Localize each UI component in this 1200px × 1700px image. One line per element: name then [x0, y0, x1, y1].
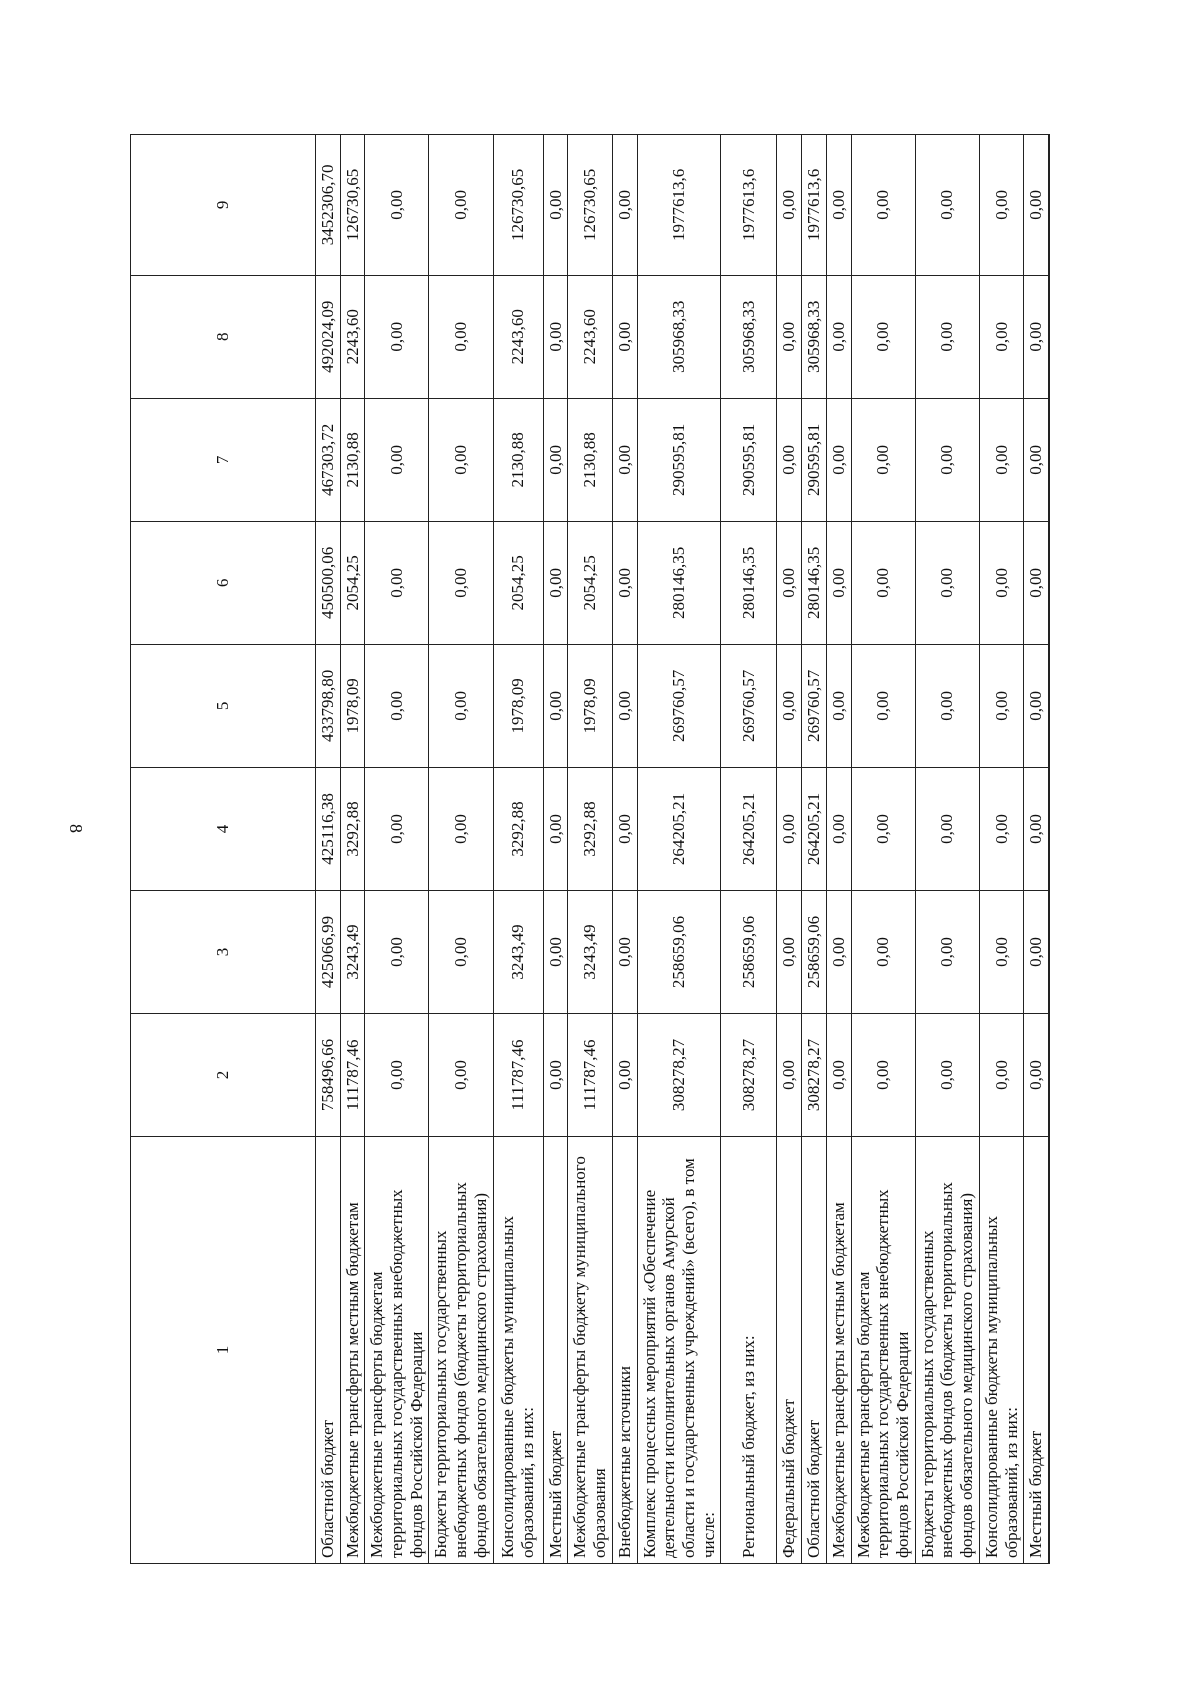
table-row — [826, 135, 851, 1564]
header-cell: 2 — [131, 1014, 316, 1137]
value-cell: 0,00 — [543, 135, 568, 276]
value-cell: 0,00 — [365, 767, 429, 890]
value-cell: 2130,88 — [340, 398, 365, 521]
table-row — [493, 135, 543, 1564]
header-cell: 7 — [131, 398, 316, 521]
value-cell: 0,00 — [1024, 398, 1049, 521]
value-cell: 0,00 — [1024, 644, 1049, 767]
value-cell: 305968,33 — [721, 275, 777, 398]
value-cell: 269760,57 — [802, 644, 827, 767]
table-row — [429, 135, 493, 1564]
value-cell: 0,00 — [365, 135, 429, 276]
value-cell: 111787,46 — [340, 1014, 365, 1137]
value-cell: 450500,06 — [315, 521, 340, 644]
value-cell: 0,00 — [851, 398, 915, 521]
value-cell: 290595,81 — [802, 398, 827, 521]
value-cell: 0,00 — [612, 398, 637, 521]
value-cell: 0,00 — [851, 767, 915, 890]
row-label-cell: Межбюджетные трансферты бюджетам территориальных государственных внебюджетных фондов Российской Федерации — [365, 1137, 429, 1564]
header-cell: 5 — [131, 644, 316, 767]
table-row — [340, 135, 365, 1564]
value-cell: 0,00 — [429, 521, 493, 644]
value-cell: 0,00 — [1024, 521, 1049, 644]
table-header-row — [131, 135, 316, 1564]
value-cell: 0,00 — [777, 767, 802, 890]
value-cell: 0,00 — [365, 398, 429, 521]
value-cell: 0,00 — [612, 767, 637, 890]
value-cell: 1978,09 — [340, 644, 365, 767]
value-cell: 1977613,6 — [802, 135, 827, 276]
value-cell: 0,00 — [826, 1014, 851, 1137]
value-cell: 0,00 — [365, 275, 429, 398]
row-label-cell: Областной бюджет — [315, 1137, 340, 1564]
value-cell: 308278,27 — [802, 1014, 827, 1137]
value-cell: 0,00 — [612, 644, 637, 767]
value-cell: 0,00 — [365, 1014, 429, 1137]
value-cell: 0,00 — [543, 521, 568, 644]
value-cell: 0,00 — [851, 644, 915, 767]
value-cell: 0,00 — [612, 890, 637, 1013]
value-cell: 308278,27 — [721, 1014, 777, 1137]
value-cell: 3452306,70 — [315, 135, 340, 276]
value-cell: 3292,88 — [340, 767, 365, 890]
value-cell: 0,00 — [543, 398, 568, 521]
table-row — [365, 135, 429, 1564]
value-cell: 2243,60 — [568, 275, 612, 398]
value-cell: 0,00 — [777, 890, 802, 1013]
value-cell: 0,00 — [826, 135, 851, 276]
row-label-cell: Областной бюджет — [802, 1137, 827, 1564]
header-cell: 4 — [131, 767, 316, 890]
value-cell: 290595,81 — [637, 398, 721, 521]
rotated-table-container — [130, 134, 1050, 1564]
value-cell: 0,00 — [429, 767, 493, 890]
value-cell: 0,00 — [777, 275, 802, 398]
value-cell: 0,00 — [1024, 275, 1049, 398]
value-cell: 0,00 — [777, 1014, 802, 1137]
table-row — [979, 135, 1023, 1564]
table-row — [568, 135, 612, 1564]
value-cell: 280146,35 — [802, 521, 827, 644]
table-body — [131, 135, 1050, 1564]
row-label-cell: Консолидированные бюджеты муниципальных образований, из них: — [493, 1137, 543, 1564]
value-cell: 280146,35 — [637, 521, 721, 644]
value-cell: 0,00 — [979, 521, 1023, 644]
value-cell: 0,00 — [851, 275, 915, 398]
value-cell: 0,00 — [851, 521, 915, 644]
value-cell: 3243,49 — [340, 890, 365, 1013]
value-cell: 433798,80 — [315, 644, 340, 767]
value-cell: 2054,25 — [340, 521, 365, 644]
value-cell: 0,00 — [1024, 135, 1049, 276]
value-cell: 264205,21 — [637, 767, 721, 890]
value-cell: 1978,09 — [493, 644, 543, 767]
row-label-cell: Межбюджетные трансферты бюджету муниципального образования — [568, 1137, 612, 1564]
value-cell: 0,00 — [915, 275, 979, 398]
value-cell: 1978,09 — [568, 644, 612, 767]
value-cell: 0,00 — [777, 644, 802, 767]
value-cell: 0,00 — [777, 521, 802, 644]
value-cell: 0,00 — [915, 890, 979, 1013]
table-row — [637, 135, 721, 1564]
value-cell: 280146,35 — [721, 521, 777, 644]
row-label-cell: Внебюджетные источники — [612, 1137, 637, 1564]
value-cell: 1977613,6 — [637, 135, 721, 276]
value-cell: 0,00 — [915, 767, 979, 890]
value-cell: 0,00 — [365, 521, 429, 644]
value-cell: 0,00 — [777, 398, 802, 521]
table-row — [802, 135, 827, 1564]
value-cell: 0,00 — [429, 275, 493, 398]
table-row — [851, 135, 915, 1564]
value-cell: 0,00 — [543, 890, 568, 1013]
value-cell: 269760,57 — [721, 644, 777, 767]
value-cell: 111787,46 — [493, 1014, 543, 1137]
table-row — [777, 135, 802, 1564]
value-cell: 2130,88 — [493, 398, 543, 521]
value-cell: 0,00 — [429, 1014, 493, 1137]
value-cell: 305968,33 — [802, 275, 827, 398]
header-cell: 6 — [131, 521, 316, 644]
row-label-cell: Федеральный бюджет — [777, 1137, 802, 1564]
page-number: 8 — [66, 824, 86, 833]
value-cell: 258659,06 — [721, 890, 777, 1013]
value-cell: 308278,27 — [637, 1014, 721, 1137]
value-cell: 126730,65 — [568, 135, 612, 276]
value-cell: 0,00 — [915, 135, 979, 276]
row-label-cell: Бюджеты территориальных государственных внебюджетных фондов (бюджеты территориальных фондов обязательного медицинского страхования) — [429, 1137, 493, 1564]
value-cell: 425066,99 — [315, 890, 340, 1013]
value-cell: 0,00 — [777, 135, 802, 276]
table-row — [915, 135, 979, 1564]
row-label-cell: Межбюджетные трансферты бюджетам территориальных государственных внебюджетных фондов Российской Федерации — [851, 1137, 915, 1564]
value-cell: 0,00 — [826, 890, 851, 1013]
value-cell: 2130,88 — [568, 398, 612, 521]
row-label-cell: Комплекс процессных мероприятий «Обеспечение деятельности исполнительных органов Амурской области и государственных учреждений» (всего), в том числе: — [637, 1137, 721, 1564]
value-cell: 0,00 — [915, 1014, 979, 1137]
row-label-cell: Местный бюджет — [1024, 1137, 1049, 1564]
value-cell: 0,00 — [543, 1014, 568, 1137]
value-cell: 290595,81 — [721, 398, 777, 521]
value-cell: 0,00 — [826, 398, 851, 521]
row-label-cell: Межбюджетные трансферты местным бюджетам — [340, 1137, 365, 1564]
value-cell: 126730,65 — [340, 135, 365, 276]
value-cell: 0,00 — [979, 275, 1023, 398]
header-cell: 1 — [131, 1137, 316, 1564]
value-cell: 264205,21 — [802, 767, 827, 890]
value-cell: 0,00 — [826, 275, 851, 398]
value-cell: 2243,60 — [340, 275, 365, 398]
header-cell: 9 — [131, 135, 316, 276]
value-cell: 2243,60 — [493, 275, 543, 398]
value-cell: 1977613,6 — [721, 135, 777, 276]
budget-table — [130, 134, 1050, 1564]
value-cell: 0,00 — [915, 521, 979, 644]
value-cell: 0,00 — [979, 644, 1023, 767]
value-cell: 425116,38 — [315, 767, 340, 890]
value-cell: 0,00 — [543, 767, 568, 890]
table-row — [721, 135, 777, 1564]
value-cell: 0,00 — [429, 398, 493, 521]
value-cell: 0,00 — [826, 644, 851, 767]
value-cell: 0,00 — [612, 275, 637, 398]
value-cell: 0,00 — [1024, 890, 1049, 1013]
value-cell: 0,00 — [979, 767, 1023, 890]
value-cell: 0,00 — [851, 890, 915, 1013]
value-cell: 0,00 — [1024, 767, 1049, 890]
value-cell: 0,00 — [612, 135, 637, 276]
value-cell: 0,00 — [915, 398, 979, 521]
value-cell: 111787,46 — [568, 1014, 612, 1137]
value-cell: 3292,88 — [568, 767, 612, 890]
value-cell: 758496,66 — [315, 1014, 340, 1137]
header-cell: 8 — [131, 275, 316, 398]
value-cell: 0,00 — [365, 890, 429, 1013]
value-cell: 0,00 — [979, 1014, 1023, 1137]
row-label-cell: Консолидированные бюджеты муниципальных образований, из них: — [979, 1137, 1023, 1564]
value-cell: 126730,65 — [493, 135, 543, 276]
value-cell: 0,00 — [915, 644, 979, 767]
value-cell: 3292,88 — [493, 767, 543, 890]
value-cell: 2054,25 — [493, 521, 543, 644]
value-cell: 0,00 — [365, 644, 429, 767]
table-row — [543, 135, 568, 1564]
value-cell: 258659,06 — [637, 890, 721, 1013]
value-cell: 492024,09 — [315, 275, 340, 398]
value-cell: 0,00 — [979, 135, 1023, 276]
value-cell: 0,00 — [612, 1014, 637, 1137]
value-cell: 264205,21 — [721, 767, 777, 890]
value-cell: 0,00 — [543, 644, 568, 767]
value-cell: 0,00 — [851, 135, 915, 276]
value-cell: 0,00 — [826, 521, 851, 644]
value-cell: 3243,49 — [493, 890, 543, 1013]
table-row — [612, 135, 637, 1564]
value-cell: 0,00 — [979, 398, 1023, 521]
value-cell: 0,00 — [979, 890, 1023, 1013]
value-cell: 0,00 — [429, 890, 493, 1013]
value-cell: 0,00 — [1024, 1014, 1049, 1137]
value-cell: 0,00 — [429, 135, 493, 276]
value-cell: 258659,06 — [802, 890, 827, 1013]
value-cell: 0,00 — [851, 1014, 915, 1137]
value-cell: 2054,25 — [568, 521, 612, 644]
value-cell: 305968,33 — [637, 275, 721, 398]
value-cell: 269760,57 — [637, 644, 721, 767]
value-cell: 0,00 — [612, 521, 637, 644]
header-cell: 3 — [131, 890, 316, 1013]
value-cell: 0,00 — [826, 767, 851, 890]
value-cell: 3243,49 — [568, 890, 612, 1013]
table-row — [1024, 135, 1049, 1564]
row-label-cell: Межбюджетные трансферты местным бюджетам — [826, 1137, 851, 1564]
value-cell: 467303,72 — [315, 398, 340, 521]
row-label-cell: Региональный бюджет, из них: — [721, 1137, 777, 1564]
value-cell: 0,00 — [429, 644, 493, 767]
table-row — [315, 135, 340, 1564]
row-label-cell: Местный бюджет — [543, 1137, 568, 1564]
row-label-cell: Бюджеты территориальных государственных внебюджетных фондов (бюджеты территориальных фондов обязательного медицинского страхования) — [915, 1137, 979, 1564]
value-cell: 0,00 — [543, 275, 568, 398]
